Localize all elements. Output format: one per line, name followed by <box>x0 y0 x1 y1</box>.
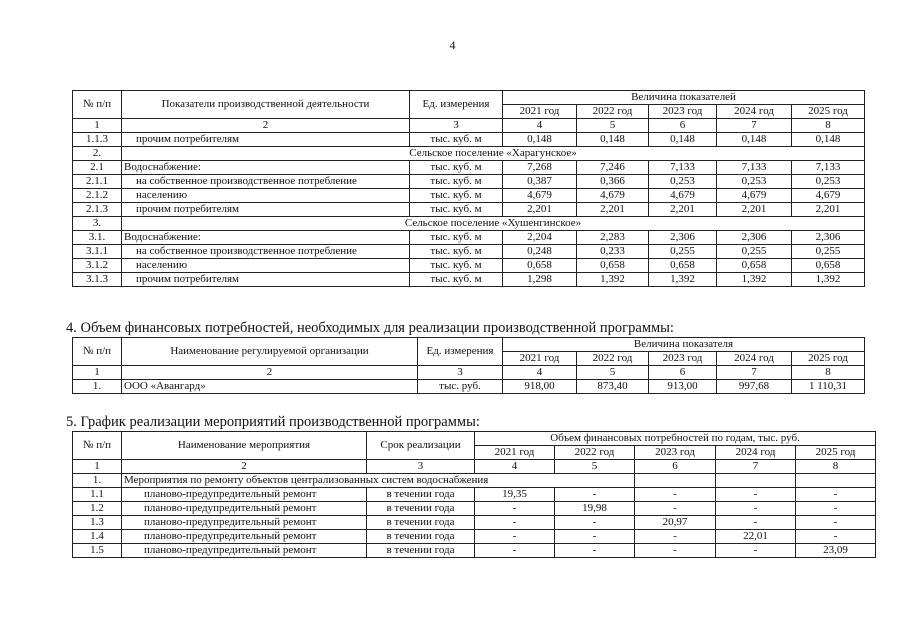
row-value: 4,679 <box>577 189 649 203</box>
table-row <box>73 133 865 147</box>
row-value: 918,00 <box>503 380 577 394</box>
row-name: населению <box>122 259 410 273</box>
header-values: Объем финансовых потребностей по годам, тыс. руб. <box>475 432 876 446</box>
row-value: - <box>555 530 635 544</box>
row-value: 0,366 <box>577 175 649 189</box>
row-value: 2,283 <box>577 231 649 245</box>
table-row <box>73 516 876 530</box>
row-unit: тыс. куб. м <box>410 189 503 203</box>
header-num: № п/п <box>73 432 122 460</box>
row-value: - <box>796 502 876 516</box>
row-value: - <box>716 516 796 530</box>
col-number: 5 <box>555 460 635 474</box>
col-number: 6 <box>635 460 716 474</box>
header-year: 2024 год <box>717 352 792 366</box>
row-num: 1.1 <box>73 488 122 502</box>
column-number-row <box>73 119 865 133</box>
table-row <box>73 488 876 502</box>
row-value: 0,148 <box>792 133 865 147</box>
table-row <box>73 175 865 189</box>
row-num: 2.1.3 <box>73 203 122 217</box>
row-num: 2.1.2 <box>73 189 122 203</box>
header-year: 2023 год <box>649 105 717 119</box>
row-num: 2.1.1 <box>73 175 122 189</box>
header-indicator: Показатели производственной деятельности <box>122 91 410 119</box>
row-value: - <box>796 516 876 530</box>
row-name: планово-предупредительный ремонт <box>122 516 367 530</box>
row-value: - <box>555 544 635 558</box>
col-number: 4 <box>503 119 577 133</box>
row-value: 873,40 <box>577 380 649 394</box>
row-name: прочим потребителям <box>122 273 410 287</box>
row-num: 3.1.3 <box>73 273 122 287</box>
header-year: 2023 год <box>635 446 716 460</box>
table-row <box>73 203 865 217</box>
row-value: 19,98 <box>555 502 635 516</box>
row-name: планово-предупредительный ремонт <box>122 502 367 516</box>
row-name: прочим потребителям <box>122 203 410 217</box>
col-number: 1 <box>73 460 122 474</box>
row-value: 20,97 <box>635 516 716 530</box>
row-value: 2,306 <box>717 231 792 245</box>
row-unit: тыс. куб. м <box>410 203 503 217</box>
row-value: 1 110,31 <box>792 380 865 394</box>
row-num: 3.1. <box>73 231 122 245</box>
row-value: 0,658 <box>792 259 865 273</box>
row-value: 7,268 <box>503 161 577 175</box>
row-value: 0,255 <box>792 245 865 259</box>
row-unit: тыс. куб. м <box>410 273 503 287</box>
row-unit: тыс. куб. м <box>410 161 503 175</box>
header-year: 2025 год <box>796 446 876 460</box>
row-num: 1.3 <box>73 516 122 530</box>
col-number: 5 <box>577 366 649 380</box>
row-num: 3.1.1 <box>73 245 122 259</box>
header-year: 2021 год <box>503 352 577 366</box>
row-value: - <box>475 502 555 516</box>
col-number: 2 <box>122 366 418 380</box>
row-value: 0,148 <box>717 133 792 147</box>
col-number: 4 <box>503 366 577 380</box>
row-num: 1. <box>73 380 122 394</box>
production-indicators-table <box>72 90 865 287</box>
row-value: 4,679 <box>649 189 717 203</box>
header-num: № п/п <box>73 338 122 366</box>
row-value: - <box>716 544 796 558</box>
row-unit: тыс. куб. м <box>410 175 503 189</box>
row-value: - <box>635 488 716 502</box>
table-row <box>73 530 876 544</box>
row-name: планово-предупредительный ремонт <box>122 530 367 544</box>
row-value: 2,204 <box>503 231 577 245</box>
header-num: № п/п <box>73 91 122 119</box>
row-name: Водоснабжение: <box>122 231 410 245</box>
header-values: Величина показателей <box>503 91 865 105</box>
row-value: - <box>635 544 716 558</box>
row-value: 1,392 <box>649 273 717 287</box>
table-row <box>73 259 865 273</box>
table-row <box>73 189 865 203</box>
table-row <box>73 231 865 245</box>
row-value: 0,387 <box>503 175 577 189</box>
schedule-table <box>72 431 876 558</box>
row-value: 22,01 <box>716 530 796 544</box>
row-num: 1.1.3 <box>73 133 122 147</box>
row-value: - <box>475 544 555 558</box>
table-row <box>73 161 865 175</box>
row-value: 2,306 <box>792 231 865 245</box>
row-value: 0,255 <box>649 245 717 259</box>
row-num: 2.1 <box>73 161 122 175</box>
table-row <box>73 273 865 287</box>
section-5-heading: 5. График реализации мероприятий производственной программы: <box>66 414 480 430</box>
row-value: 7,133 <box>717 161 792 175</box>
row-value: 4,679 <box>503 189 577 203</box>
row-value: 4,679 <box>792 189 865 203</box>
row-value: 2,201 <box>792 203 865 217</box>
row-value: - <box>716 488 796 502</box>
row-value: 7,133 <box>792 161 865 175</box>
col-number: 7 <box>717 119 792 133</box>
col-number: 7 <box>716 460 796 474</box>
header-year: 2021 год <box>503 105 577 119</box>
row-name: Водоснабжение: <box>122 161 410 175</box>
col-number: 6 <box>649 119 717 133</box>
column-number-row <box>73 366 865 380</box>
row-value: 0,658 <box>577 259 649 273</box>
row-unit: тыс. куб. м <box>410 231 503 245</box>
row-value: 7,246 <box>577 161 649 175</box>
section-row <box>73 217 865 231</box>
row-unit: тыс. куб. м <box>410 133 503 147</box>
header-year: 2022 год <box>555 446 635 460</box>
row-value: - <box>796 488 876 502</box>
header-values: Величина показателя <box>503 338 865 352</box>
col-number: 3 <box>367 460 475 474</box>
table-row <box>73 245 865 259</box>
row-value: 2,201 <box>717 203 792 217</box>
section-title: Сельское поселение «Харагунское» <box>122 147 865 161</box>
row-name: населению <box>122 189 410 203</box>
header-year: 2024 год <box>717 105 792 119</box>
row-value: 2,201 <box>577 203 649 217</box>
row-value: - <box>716 502 796 516</box>
row-unit: тыс. руб. <box>418 380 503 394</box>
row-value: 0,658 <box>717 259 792 273</box>
col-number: 1 <box>73 119 122 133</box>
table-row <box>73 544 876 558</box>
row-value: 0,658 <box>503 259 577 273</box>
row-num: 1. <box>73 474 122 488</box>
row-value: 2,201 <box>503 203 577 217</box>
row-num: 1.2 <box>73 502 122 516</box>
row-value: 7,133 <box>649 161 717 175</box>
row-value: 997,68 <box>717 380 792 394</box>
row-value: 1,392 <box>577 273 649 287</box>
row-value: 0,148 <box>577 133 649 147</box>
row-name: прочим потребителям <box>122 133 410 147</box>
row-num: 1.4 <box>73 530 122 544</box>
table-row <box>73 502 876 516</box>
row-value: 0,255 <box>717 245 792 259</box>
row-term: в течении года <box>367 516 475 530</box>
row-name: ООО «Авангард» <box>122 380 418 394</box>
group-title: Мероприятия по ремонту объектов централизованных систем водоснабжения <box>122 474 555 488</box>
col-number: 3 <box>418 366 503 380</box>
header-activity: Наименование мероприятия <box>122 432 367 460</box>
row-value: 1,392 <box>717 273 792 287</box>
row-value: 2,201 <box>649 203 717 217</box>
row-value: - <box>635 502 716 516</box>
row-value: 4,679 <box>717 189 792 203</box>
header-unit: Ед. измерения <box>418 338 503 366</box>
row-value: 23,09 <box>796 544 876 558</box>
col-number: 6 <box>649 366 717 380</box>
row-term: в течении года <box>367 544 475 558</box>
row-name: планово-предупредительный ремонт <box>122 488 367 502</box>
row-value: - <box>555 516 635 530</box>
row-value: 1,392 <box>792 273 865 287</box>
section-row <box>73 147 865 161</box>
col-number: 4 <box>475 460 555 474</box>
row-value: 0,658 <box>649 259 717 273</box>
section-4-heading: 4. Объем финансовых потребностей, необходимых для реализации производственной программы: <box>66 320 674 336</box>
col-number: 2 <box>122 119 410 133</box>
row-term: в течении года <box>367 502 475 516</box>
col-number: 2 <box>122 460 367 474</box>
row-value: - <box>555 488 635 502</box>
column-number-row <box>73 460 876 474</box>
row-value: - <box>475 530 555 544</box>
header-year: 2025 год <box>792 352 865 366</box>
financial-needs-table <box>72 337 865 394</box>
col-number: 3 <box>410 119 503 133</box>
header-year: 2022 год <box>577 352 649 366</box>
page-number: 4 <box>449 38 456 52</box>
row-term: в течении года <box>367 530 475 544</box>
row-value: 0,148 <box>649 133 717 147</box>
row-num: 2. <box>73 147 122 161</box>
row-value: 0,253 <box>792 175 865 189</box>
header-year: 2024 год <box>716 446 796 460</box>
col-number: 1 <box>73 366 122 380</box>
row-value: - <box>796 530 876 544</box>
row-name: на собственное производственное потребление <box>122 175 410 189</box>
row-value: 913,00 <box>649 380 717 394</box>
row-value: - <box>635 530 716 544</box>
table-row <box>73 380 865 394</box>
group-row <box>73 474 876 488</box>
header-year: 2023 год <box>649 352 717 366</box>
col-number: 7 <box>717 366 792 380</box>
row-value: 2,306 <box>649 231 717 245</box>
header-year: 2025 год <box>792 105 865 119</box>
row-name: планово-предупредительный ремонт <box>122 544 367 558</box>
row-term: в течении года <box>367 488 475 502</box>
col-number: 8 <box>792 119 865 133</box>
row-value: - <box>475 516 555 530</box>
section-title: Сельское поселение «Хушенгинское» <box>122 217 865 231</box>
header-year: 2022 год <box>577 105 649 119</box>
row-value: 0,233 <box>577 245 649 259</box>
row-value: 1,298 <box>503 273 577 287</box>
row-num: 3. <box>73 217 122 231</box>
col-number: 5 <box>577 119 649 133</box>
row-num: 1.5 <box>73 544 122 558</box>
header-organization: Наименование регулируемой организации <box>122 338 418 366</box>
header-term: Срок реализации <box>367 432 475 460</box>
header-year: 2021 год <box>475 446 555 460</box>
row-value: 0,148 <box>503 133 577 147</box>
row-num: 3.1.2 <box>73 259 122 273</box>
row-value: 0,248 <box>503 245 577 259</box>
row-value: 19,35 <box>475 488 555 502</box>
col-number: 8 <box>796 460 876 474</box>
col-number: 8 <box>792 366 865 380</box>
row-value: 0,253 <box>649 175 717 189</box>
row-name: на собственное производственное потребление <box>122 245 410 259</box>
row-unit: тыс. куб. м <box>410 245 503 259</box>
header-unit: Ед. измерения <box>410 91 503 119</box>
row-unit: тыс. куб. м <box>410 259 503 273</box>
row-value: 0,253 <box>717 175 792 189</box>
